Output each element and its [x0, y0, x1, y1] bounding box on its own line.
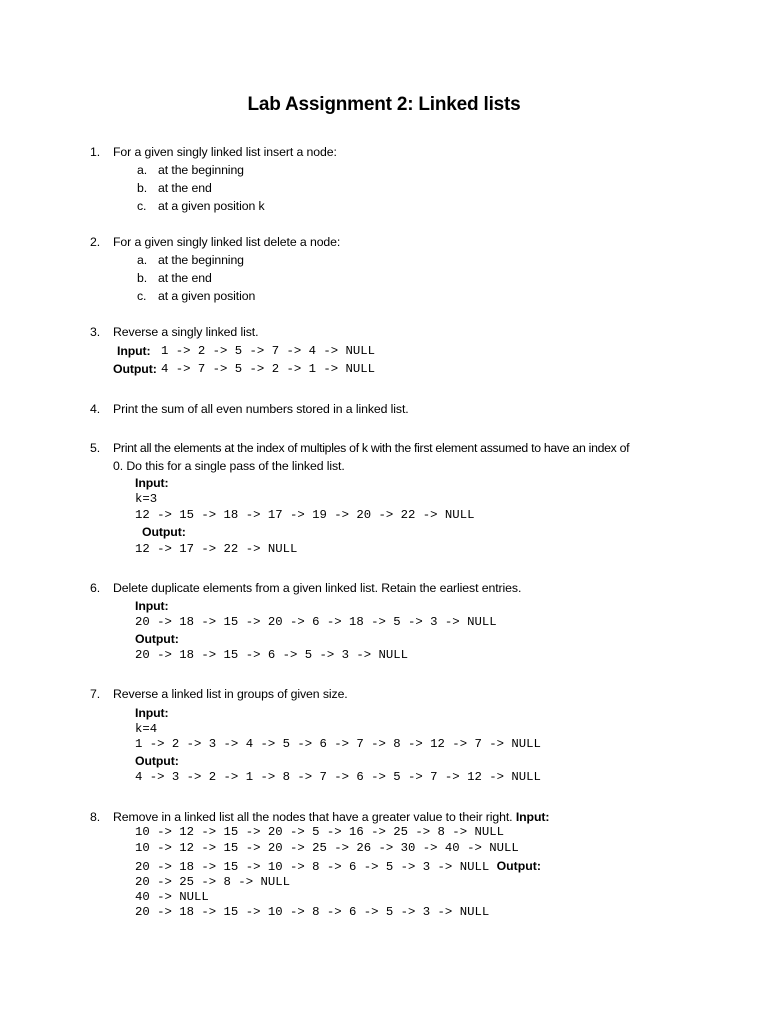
- q8-output-line: 20 -> 25 -> 8 -> NULL: [135, 875, 290, 889]
- q2-sub-text: at a given position: [158, 289, 256, 303]
- q4-number: 4.: [90, 402, 101, 416]
- q1-sub-text: at the beginning: [158, 163, 244, 177]
- q5-output-label: Output:: [142, 525, 186, 539]
- q2-sub-label: a.: [137, 253, 148, 267]
- q2-number: 2.: [90, 235, 101, 249]
- q1-sub-text: at the end: [158, 181, 212, 195]
- q5-text-continued: 0. Do this for a single pass of the linked list.: [113, 459, 345, 473]
- q1-sub-label: a.: [137, 163, 148, 177]
- q5-input-label: Input:: [135, 476, 169, 490]
- q5-k-value: k=3: [135, 492, 158, 506]
- q5-text: Print all the elements at the index of multiples of k with the first element assumed to have an index of: [113, 441, 630, 455]
- q1-number: 1.: [90, 145, 101, 159]
- q3-input-label: Input:: [117, 344, 151, 358]
- q3-output-list: 4 -> 7 -> 5 -> 2 -> 1 -> NULL: [161, 362, 376, 376]
- q5-number: 5.: [90, 441, 101, 455]
- page-title: Lab Assignment 2: Linked lists: [247, 94, 521, 115]
- q3-output-label: Output:: [113, 362, 157, 376]
- q6-output-label: Output:: [135, 632, 179, 646]
- q6-text: Delete duplicate elements from a given linked list. Retain the earliest entries.: [113, 581, 522, 595]
- q2-sub-text: at the end: [158, 271, 212, 285]
- q2-sub-label: c.: [137, 289, 147, 303]
- q6-output-list: 20 -> 18 -> 15 -> 6 -> 5 -> 3 -> NULL: [135, 648, 409, 662]
- q1-sub-label: b.: [137, 181, 148, 195]
- q3-number: 3.: [90, 325, 101, 339]
- q1-sub-text: at a given position k: [158, 199, 265, 213]
- q3-input-list: 1 -> 2 -> 5 -> 7 -> 4 -> NULL: [161, 344, 376, 358]
- q7-input-list: 1 -> 2 -> 3 -> 4 -> 5 -> 6 -> 7 -> 8 -> 12 -> 7 -> NULL: [135, 737, 541, 751]
- q8-list-line: 10 -> 12 -> 15 -> 20 -> 5 -> 16 -> 25 -> 8 -> NULL: [135, 825, 504, 839]
- q7-text: Reverse a linked list in groups of given size.: [113, 687, 348, 701]
- q8-output-label: Output:: [496, 859, 541, 873]
- q1-sub-label: c.: [137, 199, 147, 213]
- q7-number: 7.: [90, 687, 101, 701]
- q5-input-list: 12 -> 15 -> 18 -> 17 -> 19 -> 20 -> 22 -> NULL: [135, 508, 475, 522]
- q3-text: Reverse a singly linked list.: [113, 325, 259, 339]
- q8-text-body: Remove in a linked list all the nodes that have a greater value to their right.: [113, 810, 513, 824]
- q7-output-list: 4 -> 3 -> 2 -> 1 -> 8 -> 7 -> 6 -> 5 -> 7 -> 12 -> NULL: [135, 770, 541, 784]
- q2-sub-text: at the beginning: [158, 253, 244, 267]
- q4-text: Print the sum of all even numbers stored in a linked list.: [113, 402, 409, 416]
- q8-input-label: Input:: [515, 810, 550, 824]
- q8-output-line: 40 -> NULL: [135, 890, 209, 904]
- q7-output-label: Output:: [135, 754, 179, 768]
- q1-text: For a given singly linked list insert a node:: [113, 145, 337, 159]
- q8-output-line: 20 -> 18 -> 15 -> 10 -> 8 -> 6 -> 5 -> 3 -> NULL: [135, 905, 490, 919]
- q6-input-label: Input:: [135, 599, 169, 613]
- q8-list-line-with-output: [135, 858, 541, 875]
- q7-input-label: Input:: [135, 706, 169, 720]
- q5-output-list: 12 -> 17 -> 22 -> NULL: [135, 542, 298, 556]
- q6-number: 6.: [90, 581, 101, 595]
- q6-input-list: 20 -> 18 -> 15 -> 20 -> 6 -> 18 -> 5 -> 3 -> NULL: [135, 615, 497, 629]
- q8-number: 8.: [90, 810, 101, 824]
- q8-text: [113, 809, 549, 825]
- q2-sub-label: b.: [137, 271, 148, 285]
- q7-k-value: k=4: [135, 722, 158, 736]
- q8-list-line: 20 -> 18 -> 15 -> 10 -> 8 -> 6 -> 5 -> 3 -> NULL: [135, 860, 490, 874]
- q8-list-line: 10 -> 12 -> 15 -> 20 -> 25 -> 26 -> 30 -> 40 -> NULL: [135, 841, 519, 855]
- q2-text: For a given singly linked list delete a node:: [113, 235, 341, 249]
